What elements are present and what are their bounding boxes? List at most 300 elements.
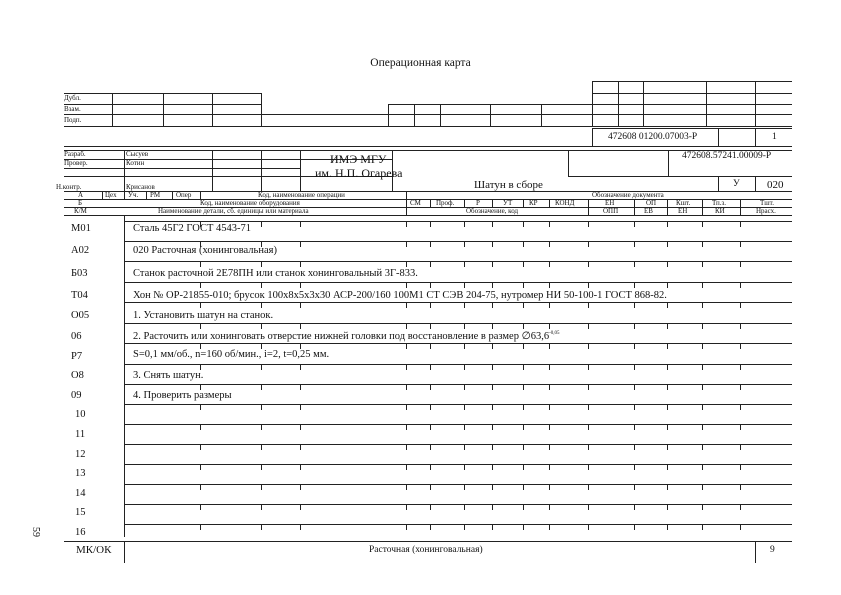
row-column-tick: [634, 241, 635, 247]
row-column-tick: [634, 524, 635, 530]
row-column-tick: [702, 424, 703, 430]
row-column-tick: [406, 384, 407, 390]
row-column-tick: [549, 404, 550, 410]
row-column-tick: [300, 323, 301, 329]
row-column-tick: [300, 504, 301, 510]
row-column-tick: [406, 343, 407, 349]
row-column-tick: [200, 404, 201, 410]
row-column-tick: [634, 384, 635, 390]
row-column-tick: [124, 424, 125, 430]
row-column-tick: [464, 282, 465, 288]
row-column-tick: [634, 221, 635, 227]
row-column-tick: [634, 282, 635, 288]
table-row: [64, 440, 792, 460]
row-rule: [124, 323, 792, 324]
row-column-tick: [492, 241, 493, 247]
letter-u: У: [733, 179, 740, 189]
row-column-tick: [523, 221, 524, 227]
row-column-tick: [200, 221, 201, 227]
row-column-tick: [261, 241, 262, 247]
row-rule: [124, 241, 792, 242]
table-row: [64, 220, 792, 240]
table-row: [64, 240, 792, 260]
header-row-km-marker: К/М: [74, 207, 87, 215]
row-column-tick: [261, 504, 262, 510]
row-column-tick: [667, 384, 668, 390]
page-title: Операционная карта: [370, 57, 471, 69]
row-column-tick: [406, 302, 407, 308]
row-column-tick: [740, 302, 741, 308]
row-column-tick: [634, 323, 635, 329]
row-column-tick: [702, 323, 703, 329]
role-razrab: Разраб.: [64, 150, 86, 158]
row-column-tick: [200, 524, 201, 530]
row-column-tick: [124, 504, 125, 510]
row-column-tick: [492, 524, 493, 530]
row-column-tick: [464, 464, 465, 470]
row-column-tick: [523, 241, 524, 247]
row-column-tick: [261, 464, 262, 470]
row-column-tick: [740, 444, 741, 450]
row-column-tick: [702, 241, 703, 247]
row-column-tick: [464, 404, 465, 410]
row-column-tick: [667, 364, 668, 370]
row-column-tick: [200, 343, 201, 349]
row-column-tick: [261, 282, 262, 288]
header-col-ev: ЕВ: [644, 207, 653, 215]
row-column-tick: [740, 364, 741, 370]
row-rule: [124, 384, 792, 385]
header-col-en: ЕН: [605, 199, 615, 207]
row-column-tick: [702, 404, 703, 410]
row-column-tick: [300, 464, 301, 470]
header-row-b-marker: Б: [78, 199, 83, 207]
header-col-kr: КР: [529, 199, 538, 207]
top-sheet-number: 1: [772, 132, 777, 142]
header-col-sm: СМ: [410, 199, 421, 207]
row-column-tick: [588, 484, 589, 490]
row-rule: [124, 221, 792, 222]
row-column-tick: [740, 241, 741, 247]
table-row: [64, 460, 792, 480]
row-column-tick: [523, 302, 524, 308]
header-operation-name: Код, наименование операции: [258, 191, 345, 199]
row-column-tick: [667, 504, 668, 510]
row-column-tick: [667, 221, 668, 227]
row-column-tick: [430, 241, 431, 247]
row-column-tick: [300, 404, 301, 410]
row-column-tick: [740, 261, 741, 267]
row-column-tick: [430, 384, 431, 390]
row-column-tick: [464, 302, 465, 308]
row-column-tick: [300, 364, 301, 370]
row-column-tick: [261, 444, 262, 450]
row-column-tick: [549, 302, 550, 308]
row-column-tick: [702, 384, 703, 390]
row-column-tick: [667, 484, 668, 490]
row-column-tick: [740, 524, 741, 530]
row-column-tick: [124, 302, 125, 308]
row-column-tick: [588, 221, 589, 227]
row-column-tick: [200, 302, 201, 308]
row-text: Хон № ОР-21855-010; брусок 100х8х5х3х30 АСР-200/160 100М1 СТ СЭВ 204-75, нутромер НИ 50-100-1 ГОСТ 868-82.: [133, 290, 667, 301]
row-column-tick: [406, 524, 407, 530]
row-column-tick: [430, 464, 431, 470]
row-column-tick: [430, 261, 431, 267]
row-column-tick: [667, 424, 668, 430]
row-column-tick: [406, 444, 407, 450]
row-column-tick: [667, 323, 668, 329]
row-column-tick: [549, 484, 550, 490]
row-column-tick: [300, 524, 301, 530]
row-column-tick: [492, 261, 493, 267]
row-code: 16: [75, 527, 86, 538]
row-column-tick: [200, 364, 201, 370]
header-col-ksht: Кшт.: [676, 199, 691, 207]
row-column-tick: [634, 484, 635, 490]
row-column-tick: [667, 464, 668, 470]
row-column-tick: [549, 384, 550, 390]
row-column-tick: [124, 484, 125, 490]
side-page-number: 59: [30, 527, 41, 537]
row-column-tick: [300, 282, 301, 288]
row-column-tick: [261, 424, 262, 430]
row-column-tick: [588, 343, 589, 349]
row-column-tick: [261, 384, 262, 390]
row-column-tick: [124, 384, 125, 390]
header-col-tsht: Тшт.: [760, 199, 774, 207]
table-row: [64, 300, 792, 320]
row-column-tick: [124, 404, 125, 410]
row-column-tick: [300, 241, 301, 247]
row-column-tick: [740, 504, 741, 510]
row-column-tick: [492, 343, 493, 349]
stamp-label-dubl: Дубл.: [64, 94, 81, 102]
row-column-tick: [430, 524, 431, 530]
row-column-tick: [464, 484, 465, 490]
row-column-tick: [492, 364, 493, 370]
row-column-tick: [124, 323, 125, 329]
table-row: [64, 400, 792, 420]
row-column-tick: [406, 221, 407, 227]
row-column-tick: [261, 261, 262, 267]
row-column-tick: [406, 404, 407, 410]
row-column-tick: [523, 323, 524, 329]
row-column-tick: [634, 444, 635, 450]
row-column-tick: [124, 364, 125, 370]
row-text: 1. Установить шатун на станок.: [133, 310, 274, 321]
row-column-tick: [523, 484, 524, 490]
row-column-tick: [464, 241, 465, 247]
row-column-tick: [492, 282, 493, 288]
row-column-tick: [492, 444, 493, 450]
row-column-tick: [200, 444, 201, 450]
row-column-tick: [740, 343, 741, 349]
row-column-tick: [261, 343, 262, 349]
row-column-tick: [300, 384, 301, 390]
row-column-tick: [667, 343, 668, 349]
row-rule: [124, 364, 792, 365]
row-column-tick: [702, 444, 703, 450]
row-rule: [124, 464, 792, 465]
row-column-tick: [702, 364, 703, 370]
row-column-tick: [702, 221, 703, 227]
row-column-tick: [588, 384, 589, 390]
row-text: 3. Снять шатун.: [133, 370, 204, 381]
row-column-tick: [667, 404, 668, 410]
header-row-a-marker: А: [78, 191, 84, 199]
row-column-tick: [406, 484, 407, 490]
row-column-tick: [492, 484, 493, 490]
row-column-tick: [549, 524, 550, 530]
row-column-tick: [634, 302, 635, 308]
row-column-tick: [124, 282, 125, 288]
operation-number-box: 020: [767, 179, 784, 191]
row-column-tick: [430, 323, 431, 329]
row-column-tick: [464, 524, 465, 530]
table-row: [64, 520, 792, 540]
row-column-tick: [588, 464, 589, 470]
row-column-tick: [261, 221, 262, 227]
row-column-tick: [200, 424, 201, 430]
row-column-tick: [523, 464, 524, 470]
table-row: [64, 500, 792, 520]
table-row: [64, 380, 792, 400]
row-column-tick: [523, 404, 524, 410]
row-column-tick: [634, 504, 635, 510]
row-column-tick: [261, 404, 262, 410]
row-column-tick: [588, 282, 589, 288]
row-column-tick: [464, 384, 465, 390]
header-code: Обозначение, код: [466, 207, 519, 215]
row-column-tick: [588, 504, 589, 510]
row-column-tick: [634, 424, 635, 430]
row-column-tick: [702, 282, 703, 288]
header-col-op: ОП: [646, 199, 657, 207]
row-column-tick: [200, 464, 201, 470]
row-column-tick: [261, 484, 262, 490]
row-text: 4. Проверить размеры: [133, 390, 232, 401]
footer-form-code: МК/ОК: [76, 544, 112, 556]
row-column-tick: [261, 302, 262, 308]
row-column-tick: [492, 221, 493, 227]
row-column-tick: [740, 384, 741, 390]
row-column-tick: [430, 404, 431, 410]
row-column-tick: [740, 484, 741, 490]
stamp-label-podp: Подп.: [64, 116, 82, 124]
row-column-tick: [549, 464, 550, 470]
stamp-label-vzam: Взам.: [64, 105, 81, 113]
row-column-tick: [124, 241, 125, 247]
header-col-ut: УТ: [503, 199, 513, 207]
row-column-tick: [702, 484, 703, 490]
row-column-tick: [200, 241, 201, 247]
row-column-tick: [300, 484, 301, 490]
row-column-tick: [200, 261, 201, 267]
row-column-tick: [492, 504, 493, 510]
row-column-tick: [588, 323, 589, 329]
row-column-tick: [740, 323, 741, 329]
row-column-tick: [523, 282, 524, 288]
row-column-tick: [406, 364, 407, 370]
row-column-tick: [464, 504, 465, 510]
row-column-tick: [667, 302, 668, 308]
row-column-tick: [667, 282, 668, 288]
header-col-kond: КОНД: [555, 199, 575, 207]
row-column-tick: [588, 524, 589, 530]
row-rule: [124, 424, 792, 425]
header-col-en2: ЕН: [678, 207, 688, 215]
row-code: 09: [71, 390, 82, 401]
row-code: 06: [71, 331, 82, 342]
row-column-tick: [464, 323, 465, 329]
row-column-tick: [464, 424, 465, 430]
row-column-tick: [667, 261, 668, 267]
row-column-tick: [300, 302, 301, 308]
row-column-tick: [430, 221, 431, 227]
row-column-tick: [549, 343, 550, 349]
table-row: [64, 280, 792, 300]
row-column-tick: [300, 444, 301, 450]
row-column-tick: [549, 221, 550, 227]
row-column-tick: [523, 524, 524, 530]
row-column-tick: [200, 282, 201, 288]
row-column-tick: [261, 323, 262, 329]
header-col-opp: ОПП: [603, 207, 619, 215]
row-rule: [124, 343, 792, 344]
row-column-tick: [588, 302, 589, 308]
row-column-tick: [406, 261, 407, 267]
row-column-tick: [667, 241, 668, 247]
row-column-tick: [702, 524, 703, 530]
row-column-tick: [492, 384, 493, 390]
row-column-tick: [300, 221, 301, 227]
table-row: [64, 260, 792, 280]
row-column-tick: [740, 404, 741, 410]
row-column-tick: [430, 424, 431, 430]
row-column-tick: [523, 424, 524, 430]
row-text: 020 Расточная (хонинговальная): [133, 245, 277, 256]
row-column-tick: [430, 282, 431, 288]
row-column-tick: [464, 343, 465, 349]
row-column-tick: [634, 404, 635, 410]
table-row: [64, 480, 792, 500]
row-column-tick: [523, 343, 524, 349]
row-code: Б03: [71, 268, 88, 279]
row-column-tick: [406, 282, 407, 288]
row-column-tick: [549, 282, 550, 288]
header-col-rm: РМ: [150, 191, 161, 199]
row-column-tick: [634, 364, 635, 370]
row-column-tick: [492, 404, 493, 410]
row-column-tick: [406, 464, 407, 470]
row-code: О05: [71, 310, 90, 321]
row-column-tick: [667, 524, 668, 530]
row-code: 11: [75, 429, 86, 440]
row-column-tick: [430, 484, 431, 490]
name-nkontr: Крисанов: [126, 183, 155, 191]
row-column-tick: [702, 302, 703, 308]
row-code: М01: [71, 223, 91, 234]
part-name: Шатун в сборе: [474, 179, 543, 191]
row-column-tick: [492, 424, 493, 430]
row-column-tick: [406, 323, 407, 329]
row-column-tick: [740, 221, 741, 227]
row-column-tick: [523, 261, 524, 267]
role-nkontr: Н.контр.: [56, 183, 82, 191]
row-code: 14: [75, 488, 86, 499]
row-column-tick: [300, 424, 301, 430]
row-column-tick: [549, 364, 550, 370]
row-column-tick: [588, 261, 589, 267]
row-column-tick: [549, 424, 550, 430]
row-column-tick: [634, 464, 635, 470]
row-column-tick: [588, 424, 589, 430]
row-column-tick: [492, 464, 493, 470]
row-column-tick: [200, 504, 201, 510]
row-text: S=0,1 мм/об., n=160 об/мин., i=2, t=0,25 мм.: [133, 349, 330, 360]
row-column-tick: [492, 323, 493, 329]
row-text: 2. Расточить или хонинговать отверстие нижней головки под восстановление в размер ∅63,6: [133, 331, 550, 342]
row-column-tick: [588, 241, 589, 247]
row-column-tick: [740, 282, 741, 288]
row-column-tick: [200, 323, 201, 329]
row-column-tick: [702, 261, 703, 267]
header-col-ki: КИ: [715, 207, 725, 215]
row-code: 12: [75, 449, 86, 460]
row-rule: [124, 282, 792, 283]
row-column-tick: [549, 444, 550, 450]
row-column-tick: [300, 261, 301, 267]
row-column-tick: [588, 444, 589, 450]
row-column-tick: [634, 261, 635, 267]
row-column-tick: [549, 504, 550, 510]
row-column-tick: [124, 343, 125, 349]
row-column-tick: [430, 302, 431, 308]
row-rule: [124, 524, 792, 525]
row-column-tick: [430, 504, 431, 510]
row-column-tick: [634, 343, 635, 349]
header-col-tpz: Тп.з.: [712, 199, 727, 207]
row-code: 15: [75, 507, 86, 518]
row-column-tick: [200, 384, 201, 390]
row-rule: [124, 444, 792, 445]
role-prover: Провер.: [64, 159, 88, 167]
top-doc-code: 472608 01200.07003-Р: [608, 132, 698, 142]
org-name-line2: им. Н.П. Огарева: [315, 166, 403, 180]
row-column-tick: [406, 241, 407, 247]
row-code: 13: [75, 468, 86, 479]
header-document: Обозначение документа: [592, 191, 664, 199]
header-col-nrash: Нрасх.: [756, 207, 776, 215]
doc-code-right: 472608.57241.00009-Р: [682, 151, 772, 161]
table-row: [64, 420, 792, 440]
footer-sheet-number: 9: [770, 545, 775, 555]
row-column-tick: [523, 504, 524, 510]
row-column-tick: [523, 364, 524, 370]
header-col-oper: Опер: [176, 191, 192, 199]
row-rule: [124, 404, 792, 405]
tolerance-superscript: -0,05: [549, 331, 560, 336]
row-column-tick: [261, 524, 262, 530]
row-column-tick: [261, 364, 262, 370]
row-column-tick: [124, 464, 125, 470]
header-equipment: Код, наименование оборудования: [200, 199, 300, 207]
row-column-tick: [464, 364, 465, 370]
row-column-tick: [523, 444, 524, 450]
row-text: Сталь 45Г2 ГОСТ 4543-71: [133, 223, 251, 234]
row-column-tick: [464, 444, 465, 450]
